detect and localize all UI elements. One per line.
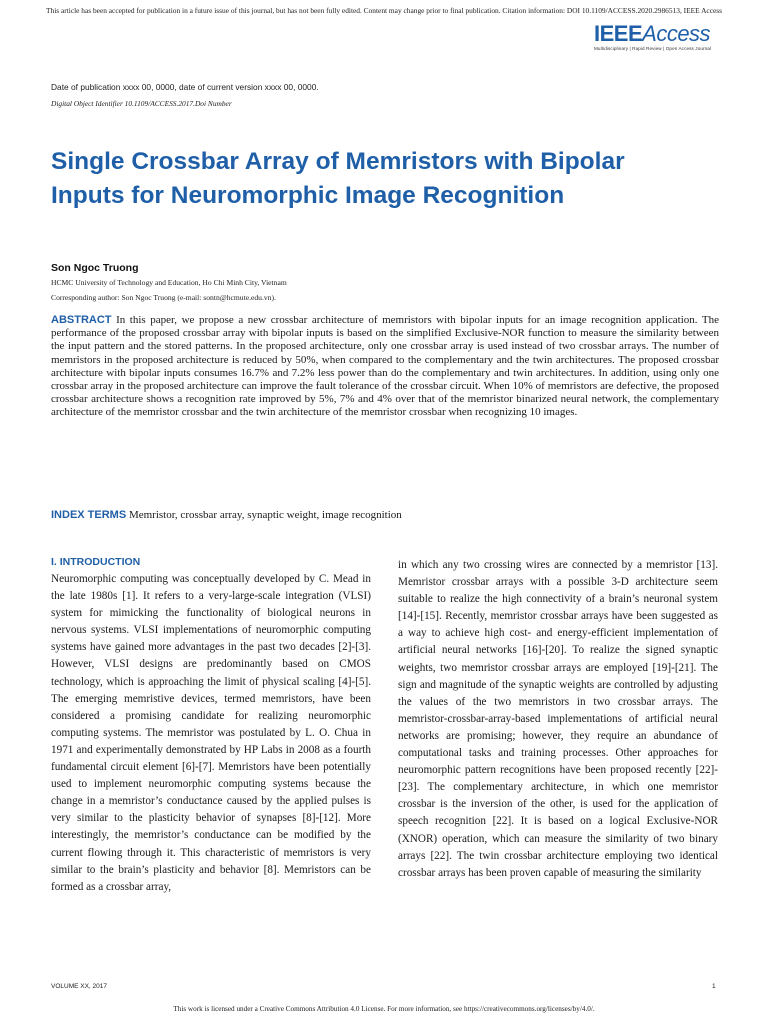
author-name: Son Ngoc Truong (51, 262, 139, 274)
body-column-right: in which any two crossing wires are connected by a memristor [13]. Memristor crossbar arrays with a possible 3-D architecture seem suitable to realize the high connectivity of a brain’s neuronal system [14]-[15]. Recently, memristor crossbar arrays have been suggested as a way to achieve high cost- and energy-efficient implementation of artificial neural networks [16]-[20]. To realize the signed synaptic weights, two memristor crossbar arrays are employed [19]-[21]. The sign and magnitude of the synaptic weights are controlled by adjusting the values of the two memristors in two crossbar arrays. The memristor-crossbar-array-based implementations of artificial neural networks are promising; however, they require an abundance of computational tasks and training processes. Other approaches for neuromorphic pattern recognitions have been proposed recently [22]-[23]. The complementary architecture, in which one memristor crossbar is the inversion of the other, is used for the application of speech recognition [22]. It is based on a logical Exclusive-NOR (XNOR) operation, which can measure the similarity of two binary arrays [22]. The twin crossbar architecture employing two identical crossbar arrays has been proven capable of measuring the similarity (398, 559, 718, 879)
index-terms-label: INDEX TERMS (51, 509, 127, 521)
doi-line: Digital Object Identifier 10.1109/ACCESS.2017.Doi Number (51, 99, 232, 108)
footer-page-number: 1 (712, 983, 716, 990)
abstract-text: In this paper, we propose a new crossbar architecture of memristors with bipolar inputs for an image recognition application. The performance of the proposed crossbar array with bipolar inputs is based on the simplified Exclusive-NOR function to measure the similarity between the input pattern and the stored patterns. In the proposed architecture, only one crossbar array is used instead of two crossbar arrays. The number of memristors in the proposed architecture is reduced by 50%, when compared to the complementary and the twin architectures. The proposed crossbar architecture with bipolar inputs consumes 16.7% and 7.2% less power than do the complementary and twin architectures. In addition, using only one crossbar array in the proposed architecture can improve the fault tolerance of the crossbar circuit. When 10% of memristors are defective, the proposed crossbar architecture shows a recognition rate improved by 5%, 7% and 4% over that of the memristor binarized neural network, the complementary architecture of the memristor crossbar and the twin architecture of the memristor crossbar when recognizing 10 images. (51, 314, 720, 419)
section-heading-introduction: I. INTRODUCTION (51, 556, 141, 568)
paper-title: Single Crossbar Array of Memristors with Bipolar Inputs for Neuromorphic Image Recognition (51, 148, 625, 209)
body-column-left: Neuromorphic computing was conceptually developed by C. Mead in the late 1980s [1]. It refers to a very-large-scale integration (VLSI) system for mimicking the functionality of biological neurons in nervous systems. VLSI implementations of neuromorphic computing systems have gained more advantages in the past two decades [2]-[3]. However, VLSI designs are predominantly based on CMOS technology, which is approaching the limit of physical scaling [4]-[5]. The emerging memristive devices, termed memristors, have been considered a promising candidate for realizing neuromorphic computing systems. The memristor was postulated by L. O. Chua in 1971 and experimentally demonstrated by HP Labs in 2008 as a fourth fundamental circuit element [6]-[7]. Memristors have been potentially used to implement neuromorphic computing systems because the change in a memristor’s conductance caused by the applied pulses is very similar to the plasticity behavior of synapses [8]-[12]. More interestingly, the memristor’s conductance can be modified by the current flowing through it. This characteristic of memristors is very similar to the brain’s plasticity and behavior [8]. Memristors can be formed as a crossbar array, (51, 573, 371, 893)
index-terms-text: Memristor, crossbar array, synaptic weight, image recognition (128, 509, 402, 521)
ieee-access-logo (594, 22, 734, 51)
abstract-label: ABSTRACT (51, 314, 112, 326)
logo-tagline: Multidisciplinary | Rapid Review | Open Access Journal (594, 46, 712, 51)
corresponding-author: Corresponding author: Son Ngoc Truong (e-mail: sontn@hcmute.edu.vn). (51, 293, 276, 302)
acceptance-notice: This article has been accepted for publication in a future issue of this journal, but has not been fully edited. Content may change prior to final publication. Citation information: DOI 10.1109/ACCESS.2020.2986513, IEEE Access (45, 6, 723, 15)
license-notice: This work is licensed under a Creative Commons Attribution 4.0 License. For more information, see https://creativecommons.org/licenses/by/4.0/. (173, 1005, 595, 1013)
abstract (51, 314, 719, 420)
footer-volume: VOLUME XX, 2017 (51, 983, 107, 990)
author-affiliation: HCMC University of Technology and Education, Ho Chi Minh City, Vietnam (51, 278, 287, 287)
index-terms (51, 509, 719, 522)
publication-date: Date of publication xxxx 00, 0000, date of current version xxxx 00, 0000. (51, 82, 319, 92)
logo-ieee: IEEE (594, 21, 643, 46)
logo-wordmark (594, 22, 734, 46)
logo-access: Access (642, 21, 711, 46)
